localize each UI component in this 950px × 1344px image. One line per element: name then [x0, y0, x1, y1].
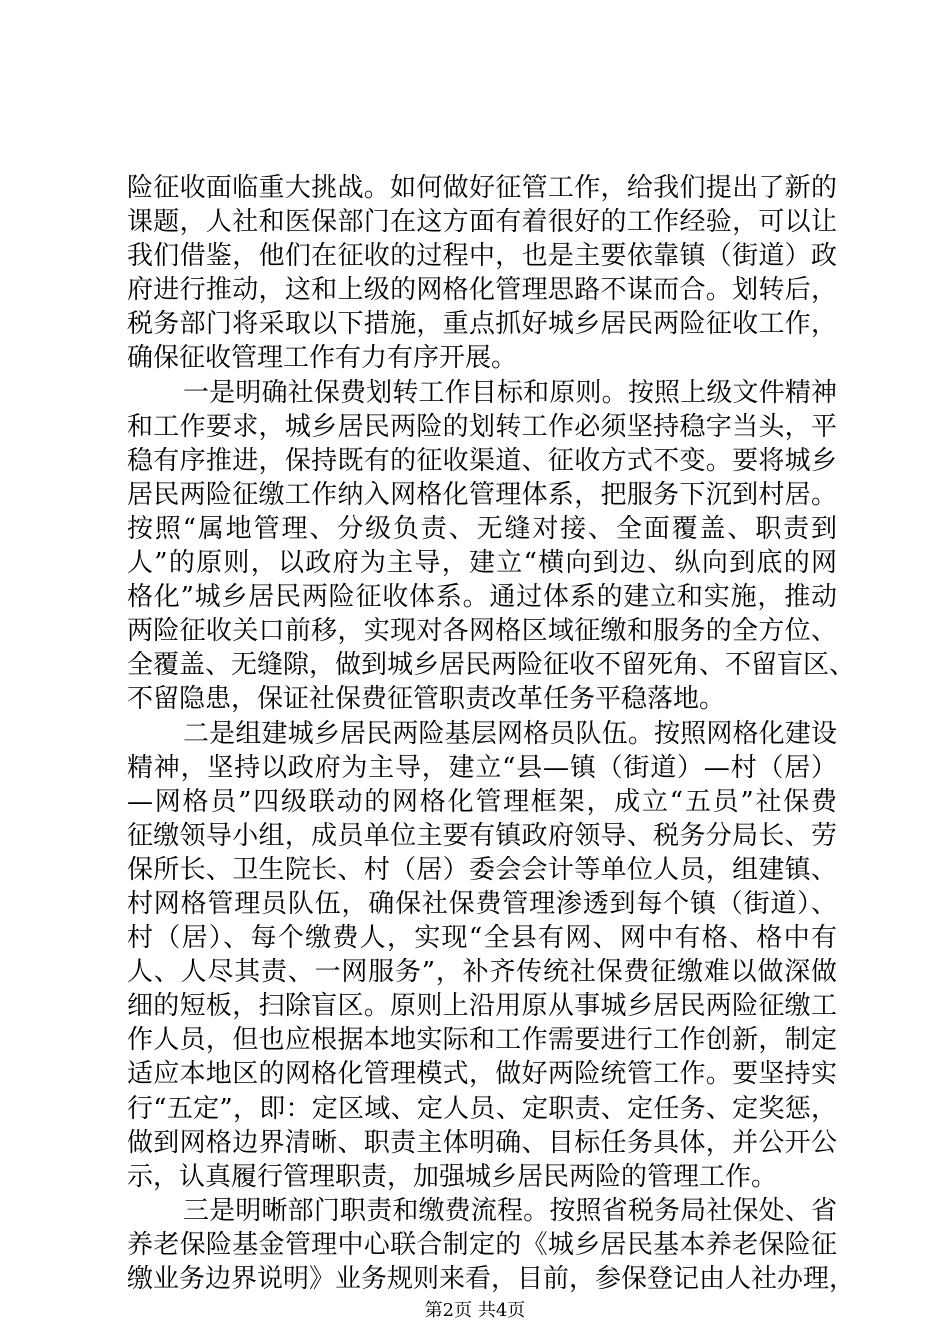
text-line: 适应本地区的网格化管理模式，做好两险统管工作。要坚持实	[127, 1059, 837, 1090]
text-line: 课题，人社和医保部门在这方面有着很好的工作经验，可以让	[127, 207, 837, 238]
text-line: 行“五定”，即：定区域、定人员、定职责、定任务、定奖惩，	[127, 1093, 837, 1124]
text-line: 稳有序推进，保持既有的征收渠道、征收方式不变。要将城乡	[127, 445, 837, 476]
text-line: 格化”城乡居民两险征收体系。通过体系的建立和实施，推动	[127, 582, 837, 613]
document-body	[127, 171, 856, 1296]
text-line: 不留隐患，保证社保费征管职责改革任务平稳落地。	[127, 684, 726, 715]
text-line: 二是组建城乡居民两险基层网格员队伍。按照网格化建设	[183, 718, 837, 749]
text-line: 险征收面临重大挑战。如何做好征管工作，给我们提出了新的	[127, 173, 837, 203]
text-line: —网格员”四级联动的网格化管理框架，成立“五员”社保费	[127, 786, 837, 817]
text-line: 税务部门将采取以下措施，重点抓好城乡居民两险征收工作，	[127, 309, 837, 340]
text-line: 养老保险基金管理中心联合制定的《城乡居民基本养老保险征	[127, 1229, 837, 1260]
paragraph	[127, 171, 837, 376]
paragraph	[127, 717, 837, 1194]
text-line: 征缴领导小组，成员单位主要有镇政府领导、税务分局长、劳	[127, 820, 837, 851]
text-line: 做到网格边界清晰、职责主体明确、目标任务具体，并公开公	[127, 1127, 837, 1158]
text-line: 精神，坚持以政府为主导，建立“县—镇（街道）—村（居）	[127, 752, 837, 783]
paragraph	[127, 1194, 856, 1296]
text-line: 缴业务边界说明》业务规则来看，目前，参保登记由人社办理，	[127, 1264, 856, 1294]
text-line: 示，认真履行管理职责，加强城乡居民两险的管理工作。	[127, 1161, 778, 1192]
text-line: 按照“属地管理、分级负责、无缝对接、全面覆盖、职责到	[127, 513, 837, 544]
text-line: 作人员，但也应根据本地实际和工作需要进行工作创新，制定	[127, 1025, 837, 1056]
page-footer: 第2页 共4页	[424, 1300, 526, 1321]
text-line: 和工作要求，城乡居民两险的划转工作必须坚持稳字当头，平	[127, 411, 837, 442]
text-line: 府进行推动，这和上级的网格化管理思路不谋而合。划转后，	[127, 275, 837, 306]
text-line: 人”的原则，以政府为主导，建立“横向到边、纵向到底的网	[127, 548, 837, 579]
text-line: 三是明晰部门职责和缴费流程。按照省税务局社保处、省	[183, 1195, 837, 1226]
text-line: 我们借鉴，他们在征收的过程中，也是主要依靠镇（街道）政	[127, 241, 837, 272]
text-line: 村网格管理员队伍，确保社保费管理渗透到每个镇（街道）、	[127, 888, 837, 919]
text-line: 两险征收关口前移，实现对各网格区域征缴和服务的全方位、	[127, 616, 837, 647]
text-line: 确保征收管理工作有力有序开展。	[127, 343, 518, 374]
text-line: 村（居）、每个缴费人，实现“全县有网、网中有格、格中有	[127, 923, 837, 954]
text-line: 居民两险征缴工作纳入网格化管理体系，把服务下沉到村居。	[127, 479, 837, 510]
text-line: 保所长、卫生院长、村（居）委会会计等单位人员，组建镇、	[127, 854, 837, 885]
paragraph	[127, 376, 856, 717]
text-line: 人、人尽其责、一网服务”，补齐传统社保费征缴难以做深做	[127, 957, 837, 988]
text-line: 全覆盖、无缝隙，做到城乡居民两险征收不留死角、不留盲区、	[127, 650, 856, 681]
text-line: 一是明确社保费划转工作目标和原则。按照上级文件精神	[183, 377, 837, 408]
text-line: 细的短板，扫除盲区。原则上沿用原从事城乡居民两险征缴工	[127, 991, 837, 1022]
